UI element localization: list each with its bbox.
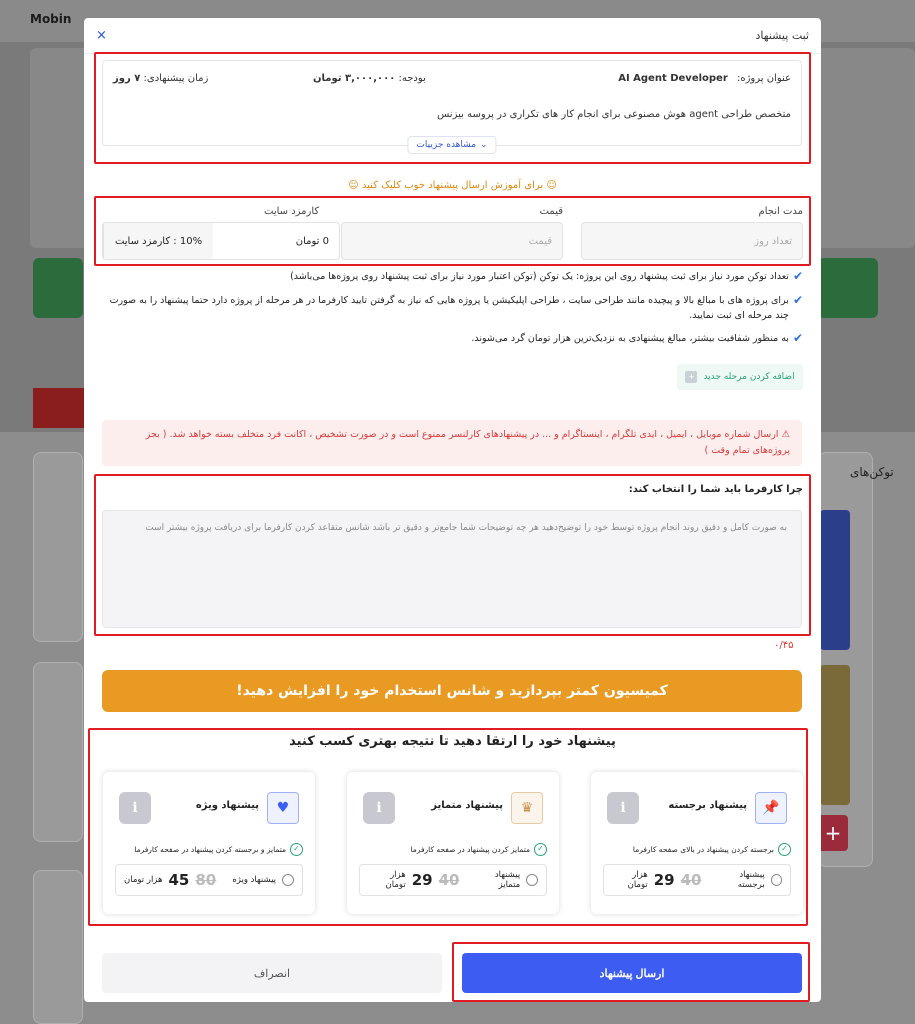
note-milestones xyxy=(103,294,803,323)
price-unit: هزار تومان xyxy=(627,870,648,890)
info-icon[interactable]: i xyxy=(119,792,151,824)
old-price: 40 xyxy=(680,871,702,889)
highlight-outline xyxy=(94,196,811,266)
price-label: قیمت xyxy=(539,206,563,217)
why-choose-label: چرا کارفرما باید شما را انتخاب کند: xyxy=(628,484,803,495)
pin-icon: 📌 xyxy=(755,792,787,824)
tutorial-link-label: برای آموزش ارسال پیشنهاد خوب کلیک کنید xyxy=(361,180,544,191)
modal-title: ثبت پیشنهاد xyxy=(755,29,809,42)
time-value: ۷ روز xyxy=(113,73,141,84)
project-title-value: AI Agent Developer xyxy=(618,73,728,84)
plus-icon: + xyxy=(685,371,697,383)
submit-proposal-button[interactable]: ارسال پیشنهاد xyxy=(462,953,802,993)
why-choose-placeholder: به صورت کامل و دقیق روند انجام پروژه توسط خود را توضیح‌دهید هر چه توضیحات شما جامع‌تر و دقیق تر باشد شانس متقاعد کردن کارفرما برای دریافت پروژه بیشتر است xyxy=(145,523,787,533)
info-icon[interactable]: i xyxy=(607,792,639,824)
user-name[interactable]: Mobin xyxy=(30,12,72,26)
character-counter: ۰/۴۵ xyxy=(774,640,794,651)
chevron-down-icon: ⌄ xyxy=(480,140,488,150)
duration-placeholder: تعداد روز xyxy=(754,235,792,247)
plus-button[interactable]: + xyxy=(818,815,848,851)
heart-icon: ♥ xyxy=(267,792,299,824)
note-rounding xyxy=(103,332,803,347)
time-label: زمان پیشنهادی: xyxy=(143,73,209,84)
note-text: برای پروژه های با مبالغ بالا و پیچیده مانند طراحی سایت ، طراحی اپلیکیشن یا پروژه هایی که نیاز به گرفتن تایید کارفرما در هر مرحله از پروژه دارد حتما پیشنهاد را به صورت چند مرحله ای ثبت نمایید. xyxy=(109,295,789,321)
background-list-item xyxy=(33,870,83,1024)
commission-banner[interactable]: کمیسیون کمتر بپردازید و شانس استخدام خود را افزایش دهید! xyxy=(102,670,802,712)
old-price: 40 xyxy=(438,871,460,889)
modal-header xyxy=(84,18,821,54)
price-placeholder: قیمت xyxy=(528,235,552,247)
warning-message xyxy=(102,420,802,466)
smile-icon: ☺ xyxy=(546,180,557,191)
background-card xyxy=(33,258,83,318)
note-text: تعداد توکن مورد نیاز برای ثبت پیشنهاد روی این پروژه: یک توکن (توکن اعتبار مورد نیاز برای ثبت پیشنهاد روی پروژه‌ها می‌باشد) xyxy=(290,271,789,282)
warning-icon: ⚠ xyxy=(781,429,790,440)
tutorial-link[interactable] xyxy=(84,180,821,191)
fee-amount-text: 0 تومان xyxy=(295,235,329,247)
sidebar-tokens-label: توکن‌های xyxy=(850,465,894,479)
new-price: 45 xyxy=(168,871,190,889)
fee-percent-text: 10% : کارمزد سایت xyxy=(114,235,203,247)
price-unit: هزار تومان xyxy=(385,870,406,890)
highlight-outline xyxy=(452,942,810,1002)
duration-label: مدت انجام xyxy=(758,206,803,217)
cancel-button[interactable]: انصراف xyxy=(102,953,442,993)
upgrade-description-text: متمایز و برجسته کردن پیشنهاد در صفحه کارفرما xyxy=(134,845,286,854)
project-description: متخصص طراحی agent هوش مصنوعی برای انجام کار های تکراری در پروسه بیزنس xyxy=(437,109,791,120)
upgrade-description-text: برجسته کردن پیشنهاد در بالای صفحه کارفرما xyxy=(632,845,774,854)
background-gold-card xyxy=(820,665,850,805)
option-label: پیشنهاد متمایز xyxy=(494,870,521,890)
upgrade-title: پیشنهاد خود را ارتقا دهید تا نتیجه بهتری کسب کنید xyxy=(289,734,616,749)
upgrade-name: پیشنهاد متمایز xyxy=(431,800,503,811)
note-text: به منظور شفافیت بیشتر، مبالغ پیشنهادی به نزدیک‌ترین هزار تومان گرد می‌شوند. xyxy=(471,333,789,344)
upgrade-description-text: متمایز کردن پیشنهاد در صفحه کارفرما xyxy=(410,845,530,854)
fee-label: کارمزد سایت xyxy=(264,206,320,217)
upgrade-name: پیشنهاد ویژه xyxy=(195,800,259,811)
submit-proposal-modal xyxy=(84,18,821,1002)
check-circle-icon: ✓ xyxy=(778,843,791,856)
background-blue-card xyxy=(820,510,850,650)
new-price: 29 xyxy=(653,871,675,889)
check-icon: ✔ xyxy=(792,293,803,307)
budget-label: بودجه: xyxy=(398,73,426,84)
smile-icon: ☺ xyxy=(348,180,359,191)
background-list-item xyxy=(33,452,83,642)
note-tokens xyxy=(103,270,803,285)
background-list-item xyxy=(33,662,83,842)
highlight-outline xyxy=(94,52,811,164)
budget-value: ۳,۰۰۰,۰۰۰ تومان xyxy=(313,73,396,84)
old-price: 80 xyxy=(195,871,217,889)
highlight-outline xyxy=(88,728,808,926)
warning-text: ارسال شماره موبایل ، ایمیل ، ایدی تلگرام ، اینستاگرام و ... در پیشنهادهای کارلنسر ممنوع است و در صورت تشخیص ، اکانت فرد متخلف بسته خواهد شد. ( بجز پروژه‌های تمام وقت ) xyxy=(145,429,790,456)
info-icon[interactable]: i xyxy=(363,792,395,824)
view-details-label: مشاهده جزییات xyxy=(416,140,477,150)
crown-icon: ♛ xyxy=(511,792,543,824)
option-label: پیشنهاد برجسته xyxy=(737,870,765,890)
highlight-outline xyxy=(94,474,811,636)
upgrade-name: پیشنهاد برجسته xyxy=(668,800,747,811)
project-title-label: عنوان پروژه: xyxy=(736,73,791,84)
price-unit: هزار تومان xyxy=(124,875,163,885)
add-step-label: اضافه کردن مرحله جدید xyxy=(703,372,795,382)
check-circle-icon: ✓ xyxy=(534,843,547,856)
new-price: 29 xyxy=(411,871,433,889)
background-card xyxy=(818,258,878,318)
check-icon: ✔ xyxy=(792,331,803,345)
add-step-button[interactable] xyxy=(677,364,803,390)
option-label: پیشنهاد ویژه xyxy=(232,875,276,885)
check-circle-icon: ✓ xyxy=(290,843,303,856)
check-icon: ✔ xyxy=(792,269,803,283)
close-icon[interactable]: × xyxy=(96,28,107,43)
